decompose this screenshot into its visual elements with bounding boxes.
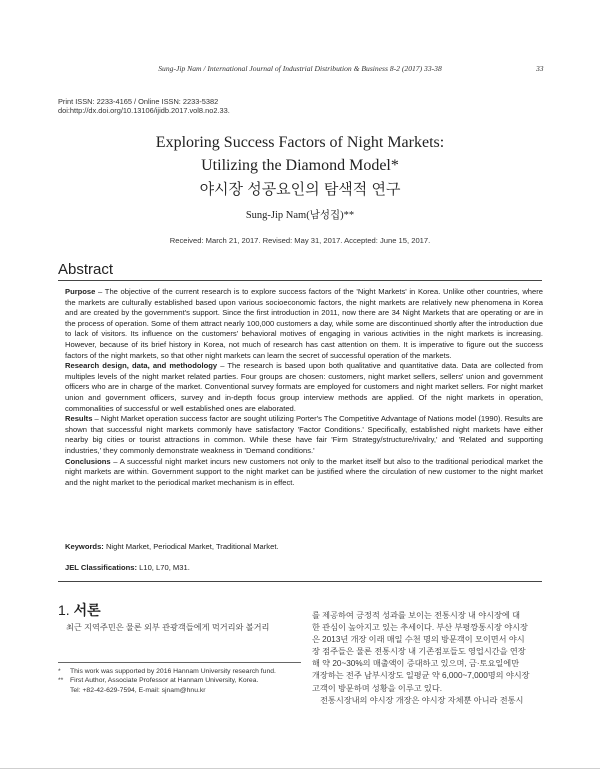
right-col-line: 고객이 방문하며 성황을 이루고 있다. <box>312 683 443 693</box>
abstract-purpose <box>65 287 543 361</box>
section-title: 서론 <box>73 602 101 618</box>
footnote-rule <box>58 662 301 663</box>
right-col-line: 개장하는 전주 남부시장도 일평균 약 6,000~7,000명의 야시장 <box>312 671 530 681</box>
doi-line: doi:http://dx.doi.org/10.13106/ijidb.2017.vol8.no2.33. <box>58 106 230 116</box>
conclusions-text: – A successful night market incurs new customers not only to the market itself but also to the traditional periodical market the night markets are within. Government support to the night market can be justified where the circulation of new customer to the night market and the night market to the periodical market mechanism is in effect. <box>65 456 543 487</box>
right-col-line: 해 약 20~30%의 매출액이 증대하고 있으며, 금·토요일에만 <box>312 659 520 669</box>
issn-block <box>58 97 230 115</box>
conclusions-label: Conclusions <box>65 456 111 466</box>
left-column-text: 최근 지역주민은 물론 외부 관광객들에게 먹거리와 볼거리 <box>66 623 270 632</box>
page-number: 33 <box>536 64 544 73</box>
section-heading <box>58 600 101 620</box>
author-line: Sung-Jip Nam(남성집)** <box>245 210 355 221</box>
footnotes <box>58 667 301 695</box>
right-col-line: 은 2013년 개장 이래 매일 수천 명의 방문객이 모이면서 야시 <box>312 635 525 645</box>
keywords-text: Night Market, Periodical Market, Traditional Market. <box>103 542 279 551</box>
issn-line: Print ISSN: 2233-4165 / Online ISSN: 2233-5382 <box>58 97 219 106</box>
design-label: Research design, data, and methodology <box>65 361 218 371</box>
abstract-results <box>65 414 543 456</box>
results-text: – Night Market operation success factor are sought utilizing Porter's The Competitive Advantage of Nations model (1990). Results are shown that successful night markets commonly have satisfactory 'Factor Conditions.' Specifically, established night markets have either nearby big cities or tourist attractions in common. While these have fair 'Firm Strategy/structure/rivalry,' and 'Related and supporting industries,' they commonly demonstrate weakness in 'Demand conditions.' <box>65 414 543 455</box>
right-col-line: 한 관심이 높아지고 있는 추세이다. 부산 부평깡통시장 야시장 <box>312 623 528 633</box>
right-col-line: 전통시장내의 야시장 개장은 야시장 자체뿐 아니라 전통시 <box>320 695 524 705</box>
design-text: – The research is based upon both qualitative and quantitative data. Data are collected from multiples levels of the night market related parties. Four groups are chosen: customers, night market sellers, sellers' union and government officers who are in charge of the market. Conventional survey formats are employed for customers and night market sellers. For night market union and government officers, survey and in-depth focus group interview methods are applied. Of the night markets in operation, commonalities of successful or well established ones are elaborated. <box>65 361 543 413</box>
title-korean: 야시장 성공요인의 탐색적 연구 <box>199 181 401 198</box>
abstract-heading: Abstract <box>58 261 114 278</box>
abstract-body <box>65 287 543 488</box>
keywords-label: Keywords: <box>65 542 104 551</box>
abstract-top-rule <box>58 280 542 281</box>
purpose-label: Purpose <box>65 287 96 296</box>
jel-text: L10, L70, M31. <box>137 563 190 572</box>
section-number: 1. <box>58 602 70 618</box>
right-col-line: 를 제공하여 긍정적 성과를 보이는 전통시장 내 야시장에 대 <box>312 611 521 620</box>
jel-label: JEL Classifications: <box>65 563 138 572</box>
footnote-2-mark: ** <box>58 677 64 685</box>
jel-line <box>65 563 190 572</box>
keywords-line <box>65 542 279 551</box>
right-column-text <box>312 610 542 707</box>
received-dates: Received: March 21, 2017. Revised: May 31, 2017. Accepted: June 15, 2017. <box>169 236 431 245</box>
title-line-1: Exploring Success Factors of Night Markets: <box>155 134 445 151</box>
footnote-1-text: This work was supported by 2016 Hannam University research fund. <box>70 668 276 675</box>
footnote-2-line-1: First Author, Associate Professor at Hannam University, Korea. <box>70 677 259 685</box>
title-line-2: Utilizing the Diamond Model* <box>201 157 399 174</box>
page-bottom-edge <box>0 768 600 769</box>
purpose-text: – The objective of the current research is to explore success factors of the 'Night Markets' in Korea. Unlike other countries, where the markets are culturally established based upon various socioeconomic factors, the night markets are relatively new phenomena in Korea and are created by the government's support. Since the first introduction in 2011, now there are 34 Night Markets that are operating or are in the process of operation. Some of them attract nearly 100,000 customers a day, while some are discontinued shortly after the introduction due to lack of visitors. Its influence on the customers' behavioral motives of engaging in various activities in the night markets is increasing. However, because of its brief history in Korea, not much of research has cast attention on them. It is imperative to figure out the success factors of the night markets, so that other night markets can learn the secret of successful operation of the markets. <box>65 287 543 360</box>
footnote-1 <box>58 667 301 676</box>
right-col-line: 장 점주들은 물론 전통시장 내 기존점포들도 영업시간을 연장 <box>312 647 526 657</box>
abstract-bottom-rule <box>58 581 542 582</box>
footnote-2 <box>58 676 301 695</box>
abstract-design <box>65 361 543 414</box>
abstract-conclusions <box>65 457 543 489</box>
results-label: Results <box>65 414 93 424</box>
running-head: Sung-Jip Nam / International Journal of Industrial Distribution & Business 8-2 (2017) 33-38 <box>158 64 442 73</box>
footnote-1-mark: * <box>58 668 61 675</box>
footnote-2-line-2: Tel: +82-42-629-7594, E-mail: sjnam@hnu.kr <box>70 686 206 694</box>
